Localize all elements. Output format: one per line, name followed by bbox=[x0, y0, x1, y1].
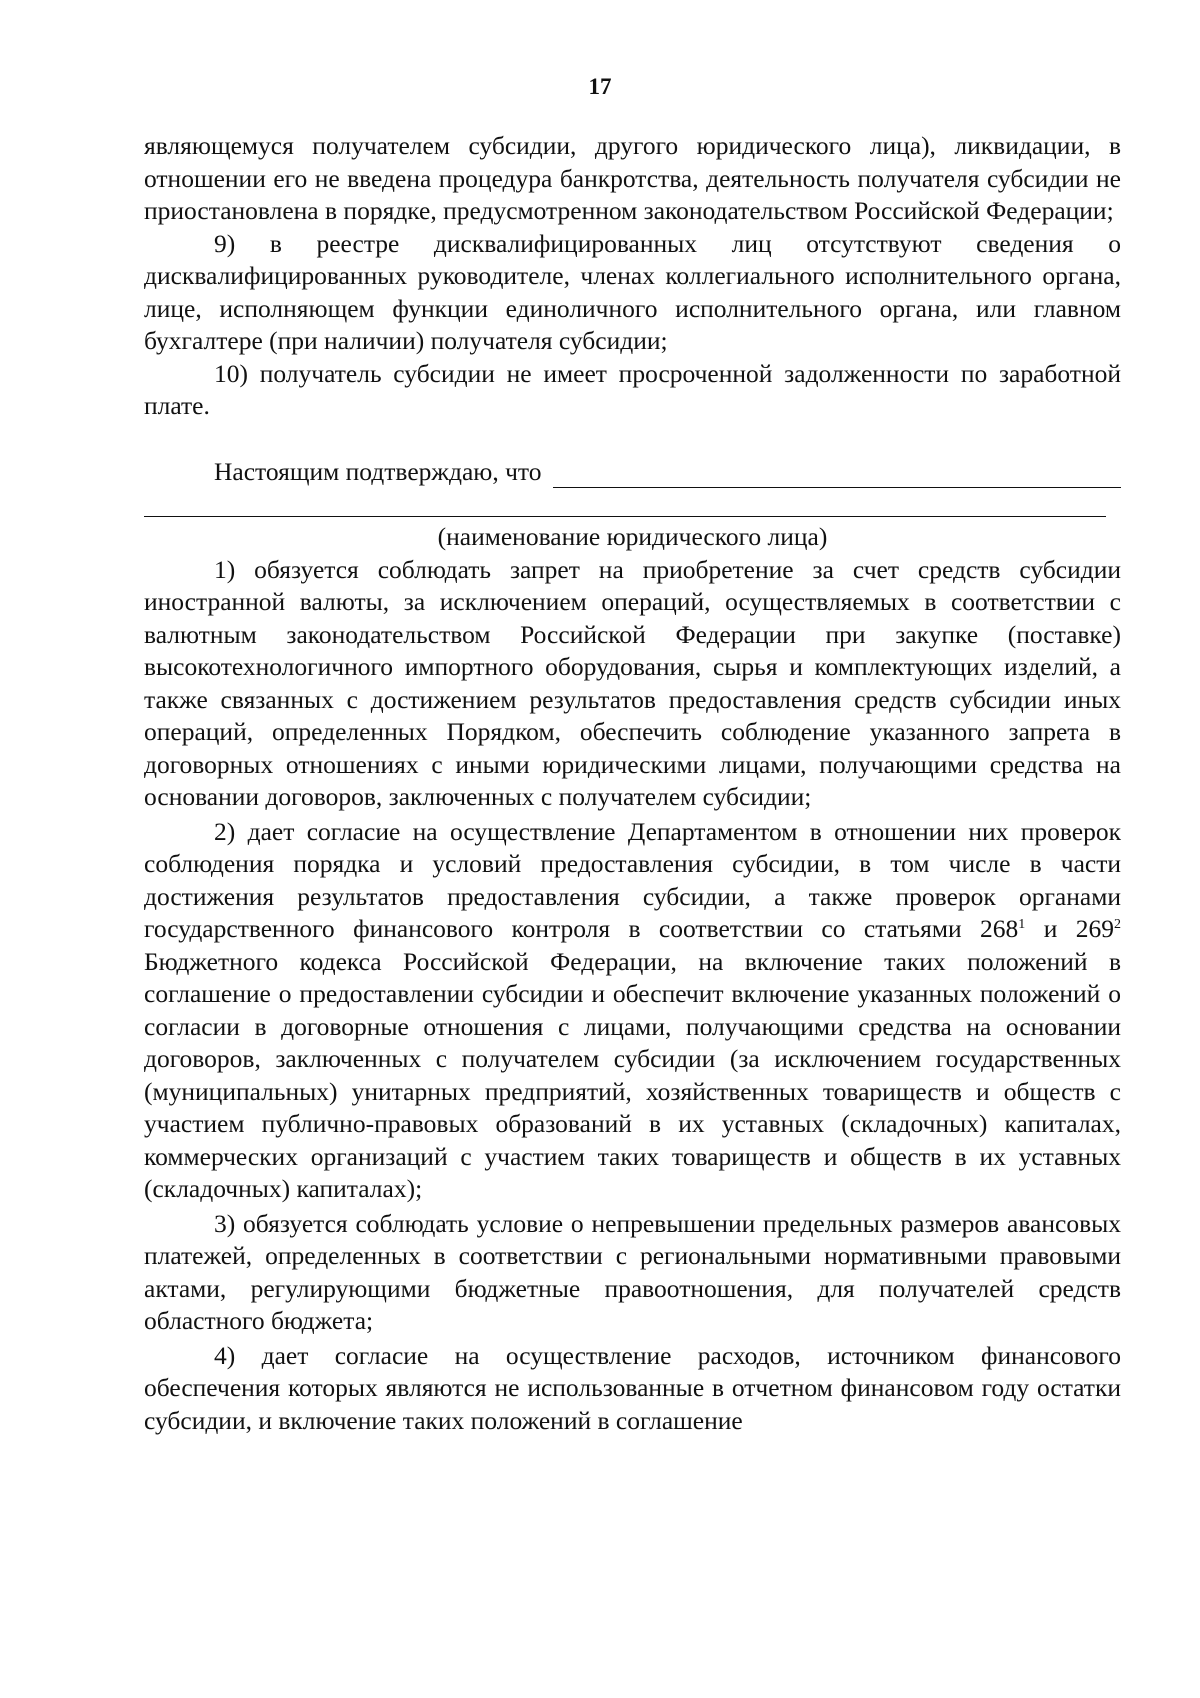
paragraph-item-9: 9) в реестре дисквалифицированных лиц отсутствуют сведения о дисквалифицированных руководителе, членах коллегиального исполнительного органа, лице, исполняющем функции единоличного исполнительного органа, или главном бухгалтере (при наличии) получателя субсидии; bbox=[144, 228, 1121, 355]
item-2-superscript-2: 2 bbox=[1114, 917, 1121, 932]
item-2-text-c: Бюджетного кодекса Российской Федерации, на включение таких положений в соглашение о предоставлении субсидии и обеспечит включение указанных положений о согласии в договорные отношения с лицами, получающими средства на основании договоров, заключенных с получателем субсидии (за исключением государственных (муниципальных) унитарных предприятий, хозяйственных товариществ и обществ с участием публично-правовых образований в их уставных (складочных) капиталах, коммерческих организаций с участием таких товариществ и обществ в их уставных (складочных) капиталах); bbox=[144, 946, 1121, 1203]
obligation-item-2 bbox=[144, 816, 1121, 1206]
paragraph-item-10: 10) получатель субсидии не имеет просроченной задолженности по заработной плате. bbox=[144, 358, 1121, 420]
item-2-text-b: и 269 bbox=[1025, 914, 1114, 943]
document-body bbox=[144, 130, 1121, 1437]
confirmation-line bbox=[144, 456, 1121, 489]
obligation-item-4: 4) дает согласие на осуществление расходов, источником финансового обеспечения которых являются не использованные в отчетном финансовом году остатки субсидии, и включение таких положений в соглашение bbox=[144, 1340, 1121, 1435]
entity-name-caption: (наименование юридического лица) bbox=[437, 522, 828, 551]
entity-name-blank-line-2 bbox=[144, 516, 1106, 517]
obligation-item-1: 1) обязуется соблюдать запрет на приобретение за счет средств субсидии иностранной валюты, за исключением операций, осуществляемых в соответствии с валютным законодательством Российской Федерации при закупке (поставке) высокотехнологичного импортного оборудования, сырья и комплектующих изделий, а также связанных с достижением результатов предоставления средств субсидии иных операций, определенных Порядком, обеспечить соблюдение указанного запрета в договорных отношениях с иными юридическими лицами, получающими средства на основании договоров, заключенных с получателем субсидии; bbox=[144, 554, 1121, 811]
confirmation-label: Настоящим подтверждаю, что bbox=[214, 456, 542, 486]
item-2-text-a: 2) дает согласие на осуществление Департаментом в отношении них проверок соблюдения порядка и условий предоставления субсидии, в том числе в части достижения результатов предоставления субсидии, а также проверок органами государственного финансового контроля в соответствии со статьями 268 bbox=[144, 816, 1121, 943]
page-number: 17 bbox=[588, 74, 612, 99]
entity-name-blank bbox=[553, 461, 1121, 488]
item-2-superscript-1: 1 bbox=[1018, 917, 1026, 932]
paragraph-continuation: являющемуся получателем субсидии, другого юридического лица), ликвидации, в отношении его не введена процедура банкротства, деятельность получателя субсидии не приостановлена в порядке, предусмотренном законодательством Российской Федерации; bbox=[144, 131, 1121, 225]
obligation-item-3: 3) обязуется соблюдать условие о непревышении предельных размеров авансовых платежей, определенных в соответствии с региональными нормативными правовыми актами, регулирующими бюджетные правоотношения, для получателей средств областного бюджета; bbox=[144, 1208, 1121, 1335]
